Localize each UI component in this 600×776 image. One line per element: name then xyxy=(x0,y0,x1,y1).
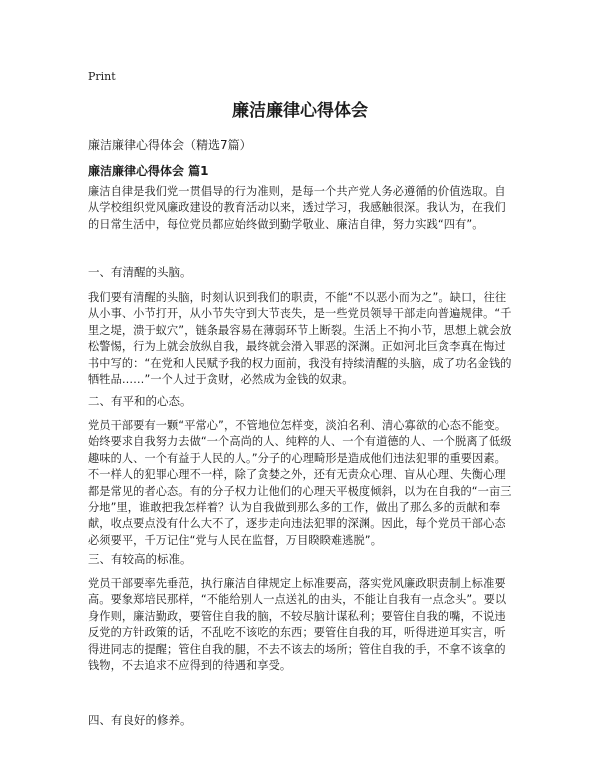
section-heading-2: 二、有平和的心态。 xyxy=(88,394,192,408)
print-label[interactable]: Print xyxy=(88,70,116,83)
intro-paragraph: 廉洁自律是我们党一贯倡导的行为准则，是每一个共产党人务必遵循的价值选取。自从学校组织党风廉政建设的教育活动以来，透过学习，我感触很深。我认为，在我们的日常生活中，每位党员都应始终做到勤学敬业、廉洁自律，努力实践“四有”。 xyxy=(88,185,506,231)
section-paragraph-3: 党员干部要率先垂范，执行廉洁自律规定上标准要高，落实党风廉政职责制上标准要高。要象郑培民那样，“不能给别人一点送礼的由头，不能让自我有一点念头”。要以身作则，廉洁勤政，要管住自我的脑，不较尽脑计谋私利；要管住自我的嘴，不说违反党的方针政策的话，不乱吃不该吃的东西；要管住自我的耳，听得进逆耳实言，听得进同志的提醒；管住自我的腿，不去不该去的场所；管住自我的手，不拿不该拿的钱物，不去追求不应得到的待遇和享受。 xyxy=(88,577,507,673)
section-title: 廉洁廉律心得体会 篇1 xyxy=(88,164,209,178)
section-heading-3: 三、有较高的标准。 xyxy=(88,552,192,566)
document-subtitle: 廉洁廉律心得体会（精选7篇） xyxy=(88,138,252,152)
page-title: 廉洁廉律心得体会 xyxy=(232,101,368,121)
section-paragraph-2: 党员干部要有一颗“平常心”，不管地位怎样变，淡泊名利、清心寡欲的心态不能变。始终要求自我努力去做“一个高尚的人、纯粹的人、一个有道德的人、一个脱离了低级趣味的人、一个有益于人民的人。”分子的心理畸形是造成他们违法犯罪的重要因素。不一样人的犯罪心理不一样，除了贪婪之外，还有无责众心理、盲从心理、失衡心理都是常见的者心态。有的分子权力让他们的心理天平极度倾斜，以为在自我的“一亩三分地”里，谁敢把我怎样着？认为自我做到那么多的工作，做出了那么多的贡献和奉献，收点要点没有什么大不了，逐步走向违法犯罪的深渊。因此，每个党员干部心态必须要平，千万记住“党与人民在监督，万目睽睽难逃脱”。 xyxy=(88,419,512,547)
section-heading-1: 一、有清醒的头脑。 xyxy=(88,265,192,279)
section-paragraph-1: 我们要有清醒的头脑，时刻认识到我们的职责，不能“不以恶小而为之”。缺口，往往从小事、小节打开，从小节失守到大节丧失，是一些党员领导干部走向普遍规律。“千里之堤，溃于蚁穴”，链条最容易在薄弱环节上断裂。生活上不拘小节，思想上就会放松警惕，行为上就会放纵自我，最终就会滑入罪恶的深渊。正如河北巨贪李真在悔过书中写的：“在党和人民赋予我的权力面前，我没有持续清醒的头脑，成了功名金钱的牺牲品……”一个人过于贪财，必然成为金钱的奴隶。 xyxy=(88,291,512,387)
section-heading-4: 四、有良好的修养。 xyxy=(88,713,192,727)
